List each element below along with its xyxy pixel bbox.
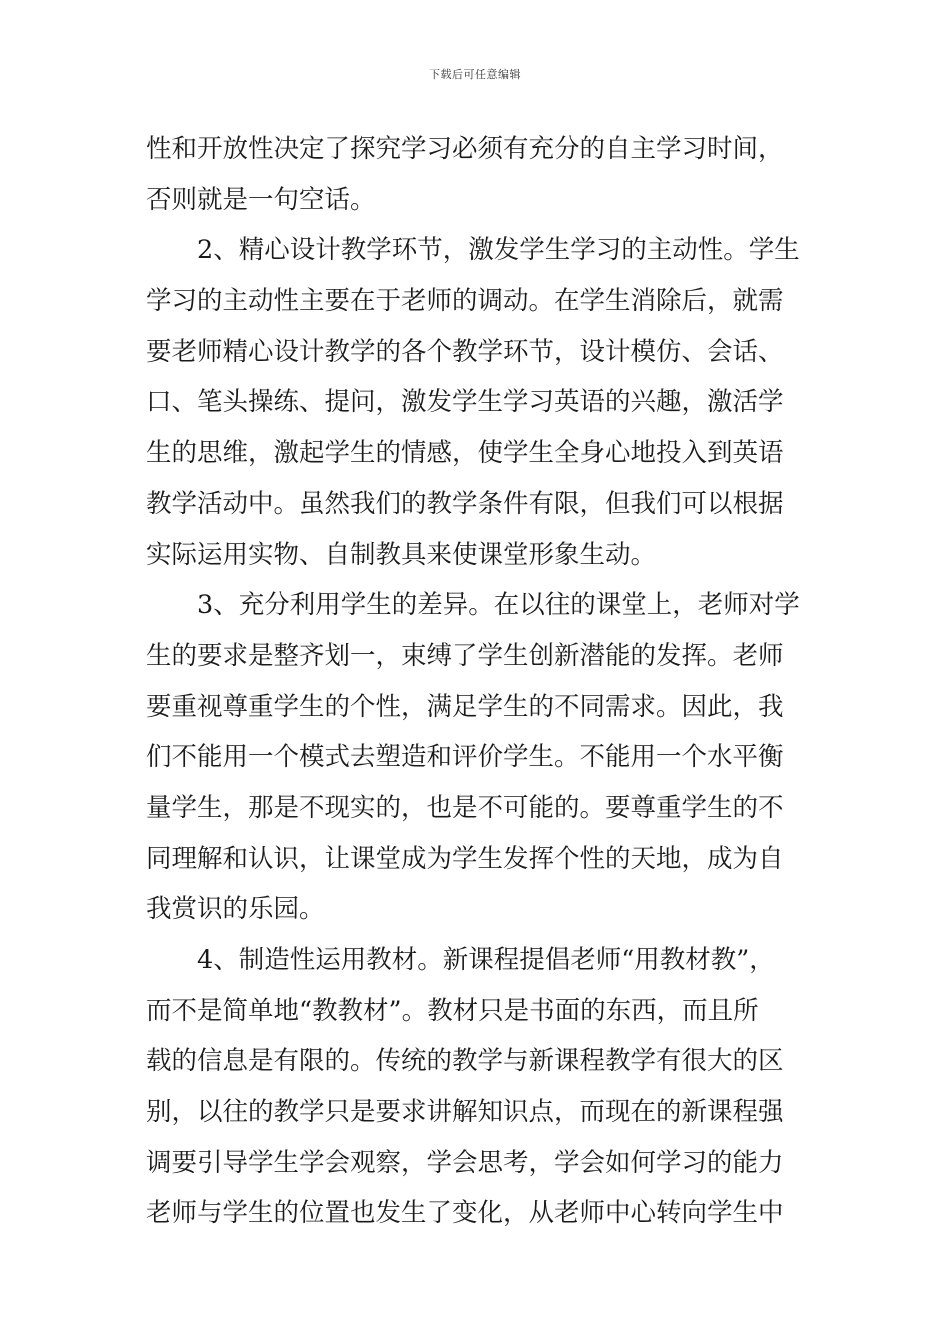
text-line: 口、笔头操练、提问，激发学生学习英语的兴趣，激活学 [146,387,784,418]
paragraph [146,225,808,580]
text-line: 载的信息是有限的。传统的教学与新课程教学有很大的区 [146,1046,784,1077]
text-line: 而不是简单地“教教材”。教材只是书面的东西，而且所 [146,995,759,1026]
text-line: 老师与学生的位置也发生了变化，从老师中心转向学生中 [146,1198,784,1229]
text-line: 2、精心设计教学环节，激发学生学习的主动性。学生 [197,235,800,266]
paragraph [146,580,808,935]
text-line: 3、充分利用学生的差异。在以往的课堂上，老师对学 [197,590,800,621]
text-line: 生的思维，激起学生的情感，使学生全身心地投入到英语 [146,438,784,469]
text-line: 生的要求是整齐划一，束缚了学生创新潜能的发挥。老师 [146,640,784,671]
text-line: 们不能用一个模式去塑造和评价学生。不能用一个水平衡 [146,742,784,773]
text-line: 调要引导学生学会观察，学会思考，学会如何学习的能力 [146,1147,784,1178]
paragraph [146,935,808,1239]
paragraph [146,124,808,225]
text-line: 学习的主动性主要在于老师的调动。在学生消除后，就需 [146,286,784,317]
text-line: 我赏识的乐园。 [146,894,325,925]
text-line: 4、制造性运用教材。新课程提倡老师“用教材教”， [197,945,775,975]
page-header: 下载后可任意编辑 [429,68,521,81]
text-line: 实际运用实物、自制教具来使课堂形象生动。 [146,539,657,570]
text-line: 要重视尊重学生的个性，满足学生的不同需求。因此，我 [146,691,784,722]
text-line: 要老师精心设计教学的各个教学环节，设计模仿、会话、 [146,336,784,367]
document-body [146,124,808,1239]
text-line: 否则就是一句空话。 [146,184,376,215]
text-line: 别，以往的教学只是要求讲解知识点，而现在的新课程强 [146,1097,784,1128]
text-line: 同理解和认识，让课堂成为学生发挥个性的天地，成为自 [146,843,784,874]
text-line: 量学生，那是不现实的，也是不可能的。要尊重学生的不 [146,792,784,823]
text-line: 性和开放性决定了探究学习必须有充分的自主学习时间， [146,134,784,164]
text-line: 教学活动中。虽然我们的教学条件有限，但我们可以根据 [146,488,784,519]
